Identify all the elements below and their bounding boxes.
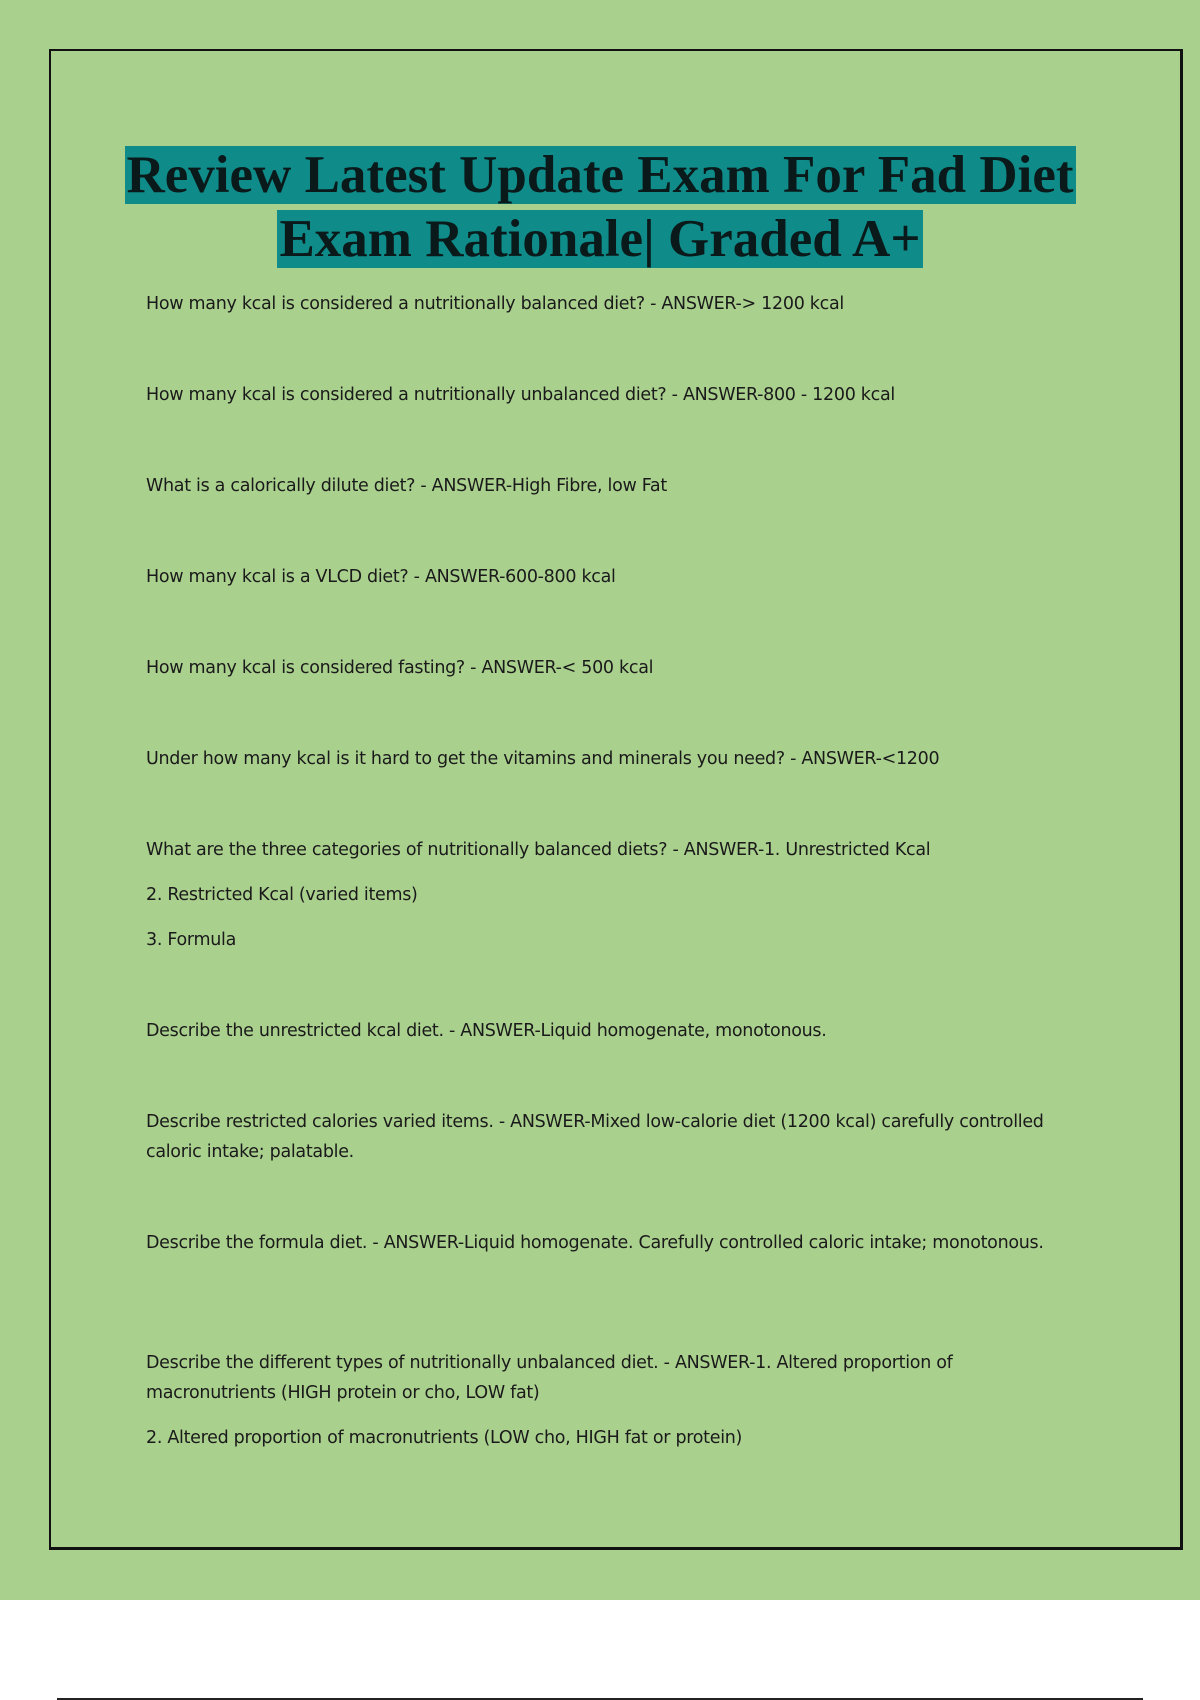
qa-item: Describe the formula diet. - ANSWER-Liquid homogenate. Carefully controlled caloric intake; monotonous. — [146, 1233, 1044, 1253]
page-border — [49, 49, 1183, 1550]
qa-item: How many kcal is considered a nutritionally unbalanced diet? - ANSWER-800 - 1200 kcal — [146, 385, 895, 405]
qa-item-continuation: 2. Restricted Kcal (varied items) — [146, 885, 418, 905]
qa-item-continuation: 3. Formula — [146, 930, 237, 950]
title-line-1: Review Latest Update Exam For Fad Diet — [126, 146, 1074, 204]
qa-item: Describe the different types of nutritionally unbalanced diet. - ANSWER-1. Altered proportion of macronutrients (HIGH protein or cho, LOW fat) — [146, 1353, 953, 1403]
qa-item: How many kcal is considered a nutritionally balanced diet? - ANSWER-> 1200 kcal — [146, 294, 844, 314]
qa-item: How many kcal is considered fasting? - ANSWER-< 500 kcal — [146, 658, 654, 678]
qa-item: Describe restricted calories varied items. - ANSWER-Mixed low-calorie diet (1200 kcal) carefully controlled caloric intake; palatable. — [146, 1112, 1044, 1162]
title-line-2: Exam Rationale| Graded A+ — [279, 210, 921, 268]
qa-item: What is a calorically dilute diet? - ANSWER-High Fibre, low Fat — [146, 476, 667, 496]
qa-item: Under how many kcal is it hard to get the vitamins and minerals you need? - ANSWER-<1200 — [146, 749, 940, 769]
qa-item: What are the three categories of nutritionally balanced diets? - ANSWER-1. Unrestricted Kcal — [146, 840, 931, 860]
qa-item: Describe the unrestricted kcal diet. - ANSWER-Liquid homogenate, monotonous. — [146, 1021, 827, 1041]
document-title — [0, 143, 1200, 271]
qa-item-continuation: 2. Altered proportion of macronutrients (LOW cho, HIGH fat or protein) — [146, 1428, 743, 1448]
qa-item: How many kcal is a VLCD diet? - ANSWER-600-800 kcal — [146, 567, 616, 587]
